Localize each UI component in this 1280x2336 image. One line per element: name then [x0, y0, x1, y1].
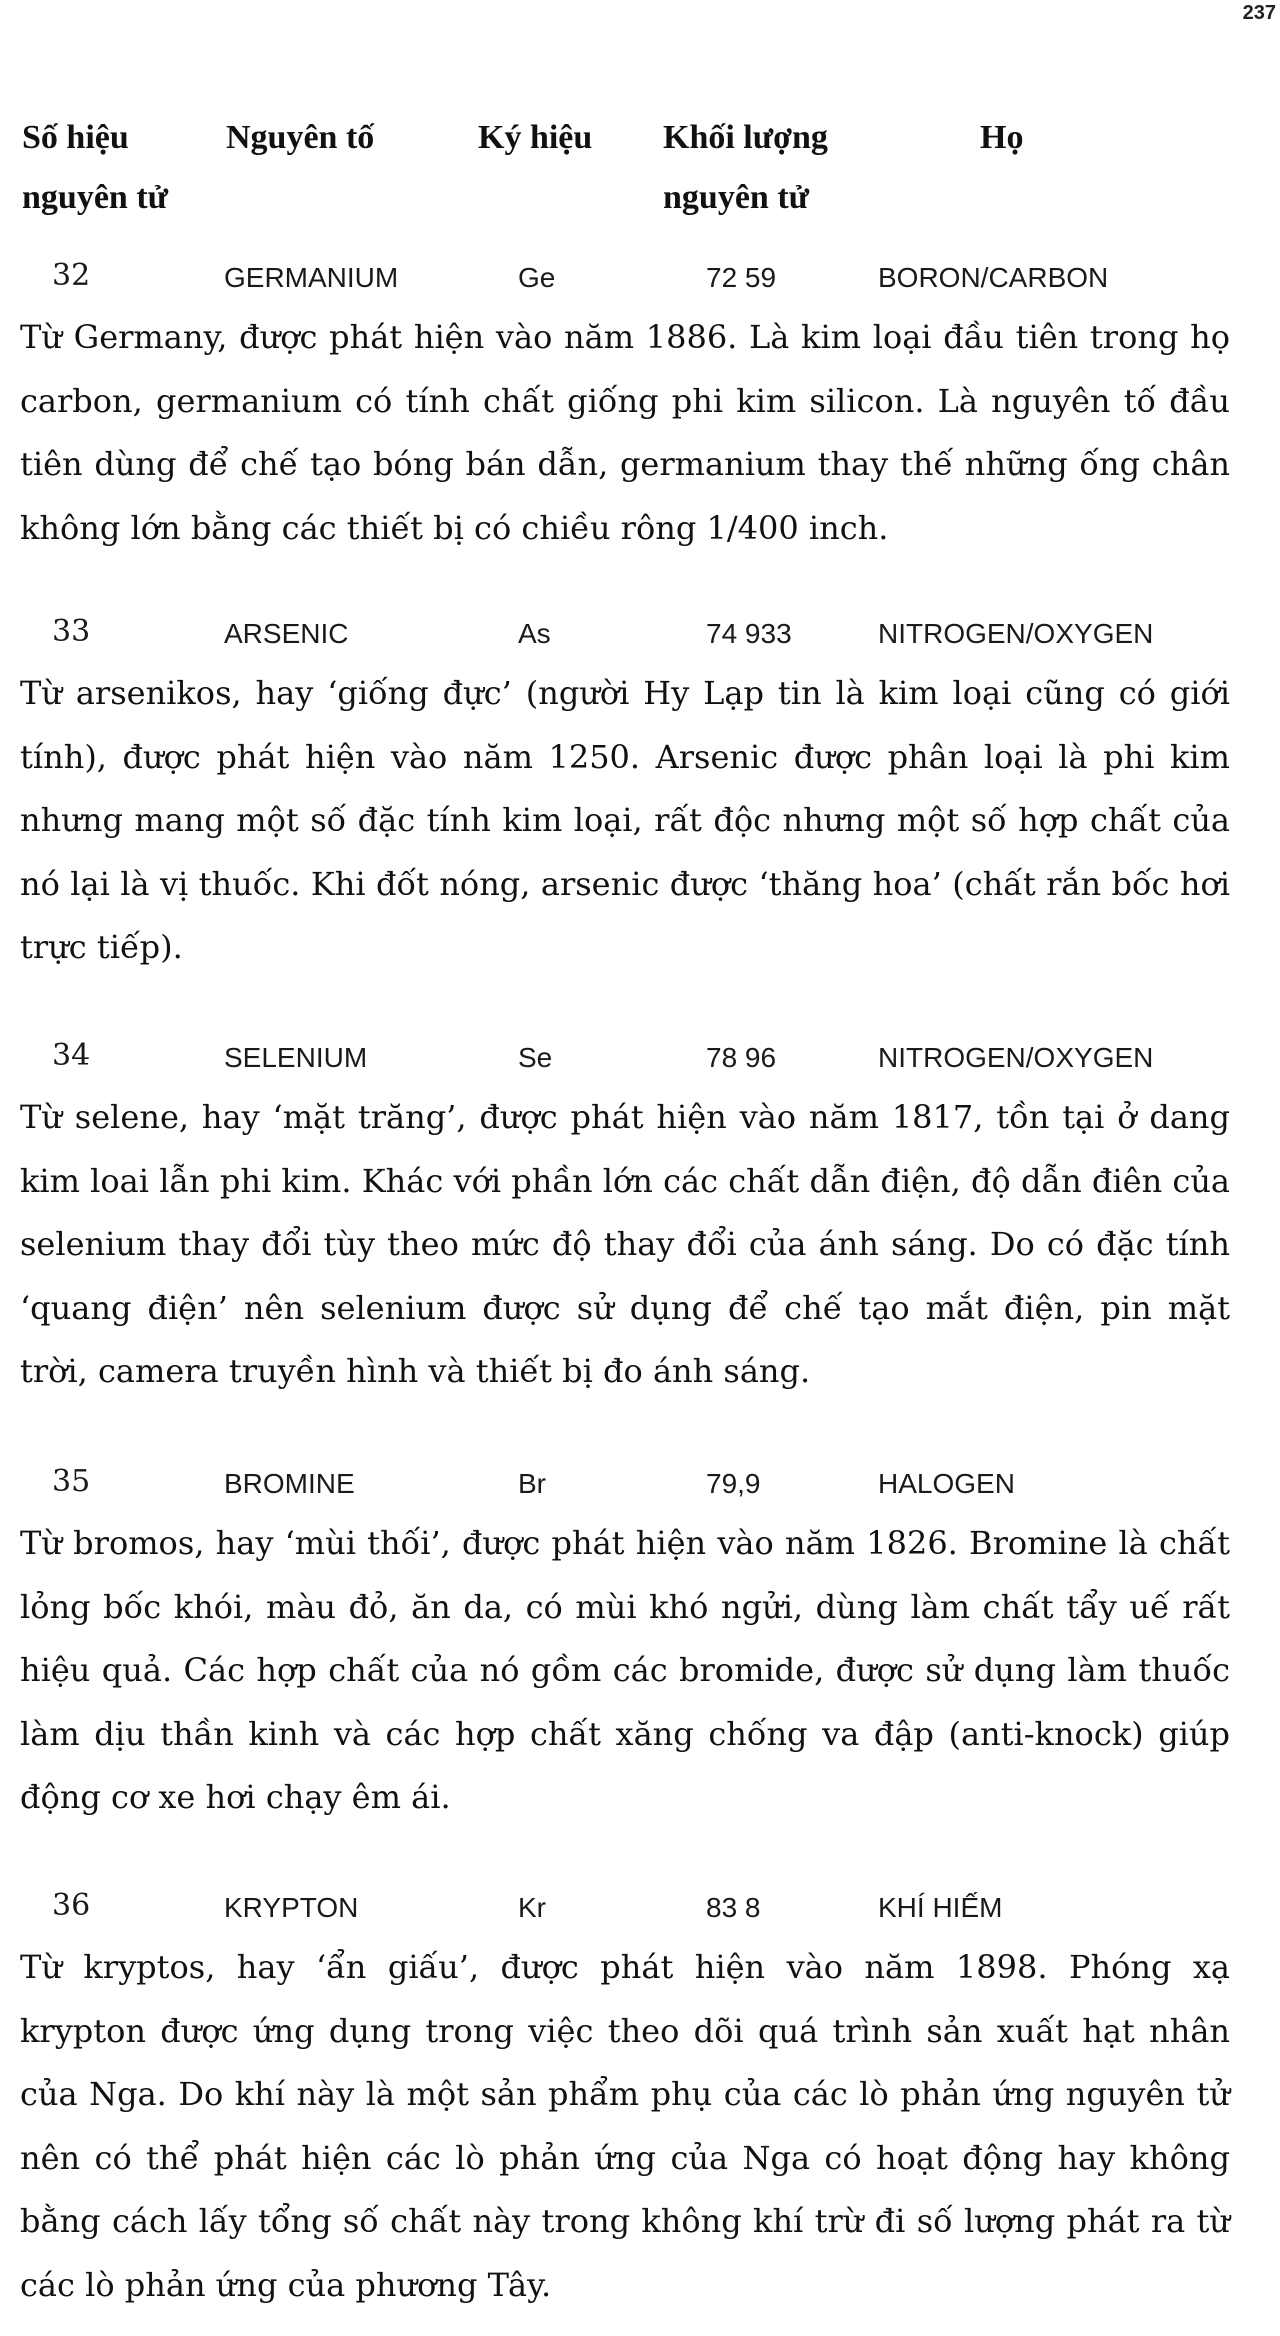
element-description: Từ arsenikos, hay ‘giống đực’ (người Hy Lạp tin là kim loại cũng có giới tính), được phát hiện vào năm 1250. Arsenic được phân loại là phi kim nhưng mang một số đặc tính kim loại, rất độc nhưng một số hợp chất của nó lại là vị thuốc. Khi đốt nóng, arsenic được ‘thăng hoa’ (chất rắn bốc hơi trực tiếp). [20, 674, 1230, 966]
element-group: BORON/CARBON [878, 262, 1109, 293]
element-name: BROMINE [224, 1468, 355, 1499]
element-meta-row [0, 1452, 1280, 1512]
table-header [0, 108, 1280, 228]
element-meta-row [0, 246, 1280, 306]
atomic-number: 35 [52, 1464, 91, 1499]
element-symbol: Se [518, 1042, 553, 1073]
element-entry [0, 1452, 1280, 1830]
header-atomic-number-line1: Số hiệu [22, 119, 129, 156]
element-meta-row [0, 1026, 1280, 1086]
element-symbol: As [518, 618, 551, 649]
element-meta-row [0, 602, 1280, 662]
element-entry [0, 602, 1280, 980]
atomic-mass: 83 8 [706, 1892, 761, 1923]
header-atomic-mass-line1: Khối lượng [663, 119, 828, 156]
element-name: ARSENIC [224, 618, 349, 649]
element-name: GERMANIUM [224, 262, 399, 293]
element-description: Từ selene, hay ‘mặt trăng’, được phát hiện vào năm 1817, tồn tại ở dang kim loai lẫn phi kim. Khác với phần lớn các chất dẫn điện, độ dẫn điên của selenium thay đổi tùy theo mức độ thay đổi của ánh sáng. Do có đặc tính ‘quang điện’ nên selenium được sử dụng để chế tạo mắt điện, pin mặt trời, camera truyền hình và thiết bị đo ánh sáng. [20, 1098, 1230, 1390]
element-description: Từ bromos, hay ‘mùi thối’, được phát hiện vào năm 1826. Bromine là chất lỏng bốc khói, màu đỏ, ăn da, có mùi khó ngửi, dùng làm chất tẩy uế rất hiệu quả. Các hợp chất của nó gồm các bromide, được sử dụng làm thuốc làm dịu thần kinh và các hợp chất xăng chống va đập (anti-knock) giúp động cơ xe hơi chạy êm ái. [20, 1524, 1230, 1816]
element-description: Từ Germany, được phát hiện vào năm 1886. Là kim loại đầu tiên trong họ carbon, germanium có tính chất giống phi kim silicon. Là nguyên tố đầu tiên dùng để chế tạo bóng bán dẫn, germanium thay thế những ống chân không lớn bằng các thiết bị có chiều rông 1/400 inch. [20, 318, 1230, 547]
atomic-number: 34 [52, 1038, 91, 1073]
element-name: KRYPTON [224, 1892, 359, 1923]
element-entry [0, 246, 1280, 560]
atomic-mass: 74 933 [706, 618, 792, 649]
atomic-number: 33 [52, 614, 91, 649]
element-group: KHÍ HIẾM [878, 1892, 1003, 1923]
header-atomic-mass [663, 108, 828, 228]
element-entry [0, 1026, 1280, 1404]
header-symbol: Ký hiệu [478, 119, 593, 156]
element-symbol: Kr [518, 1892, 546, 1923]
element-group: NITROGEN/OXYGEN [878, 618, 1154, 649]
atomic-mass: 78 96 [706, 1042, 777, 1073]
page-number: 237 [1242, 2, 1276, 24]
element-entry [0, 1876, 1280, 2317]
atomic-mass: 72 59 [706, 262, 777, 293]
header-group: Họ [980, 119, 1024, 156]
element-group: HALOGEN [878, 1468, 1015, 1499]
atomic-mass: 79,9 [706, 1468, 761, 1499]
element-meta-row [0, 1876, 1280, 1936]
atomic-number: 32 [52, 258, 91, 293]
header-atomic-number-line2: nguyên tử [22, 179, 169, 216]
header-atomic-mass-line2: nguyên tử [663, 179, 810, 216]
element-group: NITROGEN/OXYGEN [878, 1042, 1154, 1073]
element-symbol: Ge [518, 262, 556, 293]
element-description: Từ kryptos, hay ‘ẩn giấu’, được phát hiện vào năm 1898. Phóng xạ krypton được ứng dụng trong việc theo dõi quá trình sản xuất hạt nhân của Nga. Do khí này là một sản phẩm phụ của các lò phản ứng nguyên tử nên có thể phát hiện các lò phản ứng của Nga có hoạt động hay không bằng cách lấy tổng số chất này trong không khí trừ đi số lượng phát ra từ các lò phản ứng của phương Tây. [20, 1948, 1230, 2304]
element-name: SELENIUM [224, 1042, 368, 1073]
header-element: Nguyên tố [226, 119, 375, 156]
header-atomic-number [22, 108, 168, 228]
atomic-number: 36 [52, 1888, 91, 1923]
element-symbol: Br [518, 1468, 546, 1499]
